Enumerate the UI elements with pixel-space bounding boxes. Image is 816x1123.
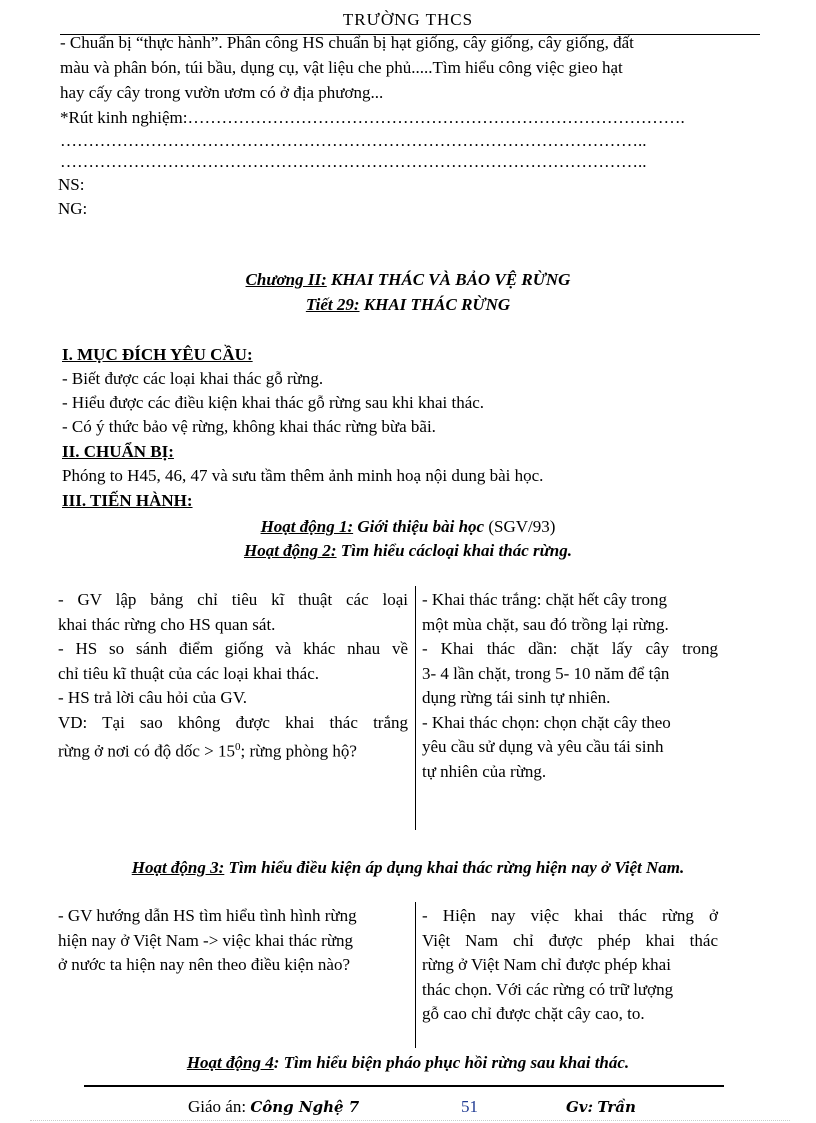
activity-2-label: Hoạt động 2: — [243, 541, 337, 560]
activity-4-label: Hoạt động 4 — [186, 1053, 274, 1072]
table3-left-line: - GV hướng dẫn HS tìm hiểu tình hình rừng — [58, 906, 357, 925]
table3-left-line: ở nước ta hiện nay nên theo điều kiện nào? — [58, 955, 351, 974]
footer-gv-label: Gv: — [566, 1098, 594, 1116]
section1-heading: I. MỤC ĐÍCH YÊU CẦU: — [62, 345, 253, 364]
table2-left-line-vd: rừng ở nơi có độ dốc > $15^0$; rừng phòng hộ? — [58, 741, 357, 761]
dotted-line-1: ………………………………………………………………………………………….. — [60, 131, 647, 150]
table3-left-column — [58, 904, 408, 978]
rut-kinh-nghiem: *Rút kinh nghiệm:……………………………………………………………………………. — [60, 108, 685, 127]
footer-teacher — [566, 1097, 636, 1117]
activity-1-heading — [0, 515, 816, 539]
section2-text: Phóng to H45, 46, 47 và sưu tầm thêm ảnh minh hoạ nội dung bài học. — [62, 466, 544, 485]
table2-left-line: - GV lập bảng chỉ tiêu kĩ thuật các loại — [58, 590, 408, 609]
table3-right-line: gỗ cao chỉ được chặt cây cao, to. — [422, 1004, 645, 1023]
activity-3-label: Hoạt động 3: — [131, 858, 225, 877]
degree-superscript: 0 — [235, 741, 241, 753]
activity-4-title: : Tìm hiểu biện pháo phục hồi rừng sau khai thác. — [273, 1053, 630, 1072]
table3-divider — [415, 902, 416, 1048]
table2-divider — [415, 586, 416, 830]
table2-left-column — [58, 588, 408, 764]
table3-right-column — [422, 904, 718, 1027]
intro-line-3: hay cấy cây trong vườn ươm có ở địa phương... — [60, 83, 384, 102]
ng-label: NG: — [58, 199, 88, 218]
table2-left-line: - HS trả lời câu hỏi của GV. — [58, 688, 248, 707]
chapter-label: Chương II: — [245, 270, 327, 289]
activity-3-heading — [0, 856, 816, 880]
table3-left-line: hiện nay ở Việt Nam -> việc khai thác rừng — [58, 930, 354, 950]
ns-label: NS: — [58, 175, 85, 194]
section1-item-1: - Biết được các loại khai thác gỗ rừng. — [62, 369, 324, 388]
footer-lesson-plan — [188, 1097, 359, 1117]
table2-right-line: tự nhiên của rừng. — [422, 761, 547, 781]
intro-line-2: màu và phân bón, túi bầu, dụng cụ, vật liệu che phủ.....Tìm hiểu công việc gieo hạt — [60, 58, 623, 77]
table2-left-line: khai thác rừng cho HS quan sát. — [58, 614, 276, 634]
table3-right-line: - Hiện nay việc khai thác rừng ở — [422, 906, 718, 925]
table3-right-line: rừng ở Việt Nam chỉ được phép khai — [422, 955, 671, 974]
table3-right-line: Việt Nam chỉ được phép khai thác — [422, 930, 718, 950]
activity-2-heading — [0, 539, 816, 563]
section1-item-2: - Hiểu được các điều kiện khai thác gỗ rừng sau khi khai thác. — [62, 393, 485, 412]
dotted-line-2: ………………………………………………………………………………………….. — [60, 152, 647, 171]
activity-2-title: Tìm hiểu cácloại khai thác rừng. — [336, 541, 572, 560]
intro-line-1: - Chuẩn bị “thực hành”. Phân công HS chuẩn bị hạt giống, cây giống, cây giống, đất — [60, 33, 634, 52]
lesson-name: KHAI THÁC RỪNG — [359, 295, 511, 314]
section1-item-3: - Có ý thức bảo vệ rừng, không khai thác rừng bừa bãi. — [62, 417, 436, 436]
section2-heading: II. CHUẨN BỊ: — [62, 442, 174, 461]
school-header: TRƯỜNG THCS — [342, 10, 474, 29]
table2-right-line: một mùa chặt, sau đó trồng lại rừng. — [422, 614, 669, 634]
table2-right-line: - Khai thác chọn: chọn chặt cây theo — [422, 712, 671, 732]
table3-right-line: thác chọn. Với các rừng có trữ lượng — [422, 979, 674, 999]
footer-subject: Công Nghệ 7 — [250, 1098, 360, 1116]
lesson-title — [0, 293, 816, 317]
table2-left-line: - HS so sánh điểm giống và khác nhau về — [58, 639, 408, 658]
table2-right-line: - Khai thác dần: chặt lấy cây trong — [422, 639, 718, 658]
table2-right-line: 3- 4 lần chặt, trong 5- 10 năm để tận — [422, 663, 670, 683]
activity-4-heading — [0, 1051, 816, 1075]
footer-rule — [84, 1085, 724, 1087]
chapter-title — [0, 268, 816, 292]
table2-right-column — [422, 588, 718, 784]
activity-1-title: Giới thiệu bài học — [353, 517, 485, 536]
table2-right-line: yêu cầu sử dụng và yêu cầu tái sinh — [422, 737, 664, 756]
table2-right-line: dụng rừng tái sinh tự nhiên. — [422, 688, 611, 707]
table2-left-line: chỉ tiêu kĩ thuật của các loại khai thác. — [58, 663, 320, 683]
page-bottom-border — [30, 1120, 790, 1121]
section3-heading: III. TIẾN HÀNH: — [62, 491, 193, 510]
footer-giao-an-label: Giáo án: — [188, 1097, 247, 1116]
page-number: 51 — [461, 1097, 478, 1116]
chapter-name: KHAI THÁC VÀ BẢO VỆ RỪNG — [326, 270, 571, 289]
footer-gv-name: Trần — [597, 1098, 636, 1116]
activity-1-label: Hoạt động 1: — [260, 517, 354, 536]
table2-left-line: VD: Tại sao không được khai thác trắng — [58, 712, 408, 732]
lesson-label: Tiết 29: — [305, 295, 360, 314]
activity-3-title: Tìm hiểu điều kiện áp dụng khai thác rừng hiện nay ở Việt Nam. — [224, 858, 685, 877]
table2-right-line: - Khai thác trắng: chặt hết cây trong — [422, 590, 667, 609]
activity-1-ref: (SGV/93) — [484, 517, 556, 536]
